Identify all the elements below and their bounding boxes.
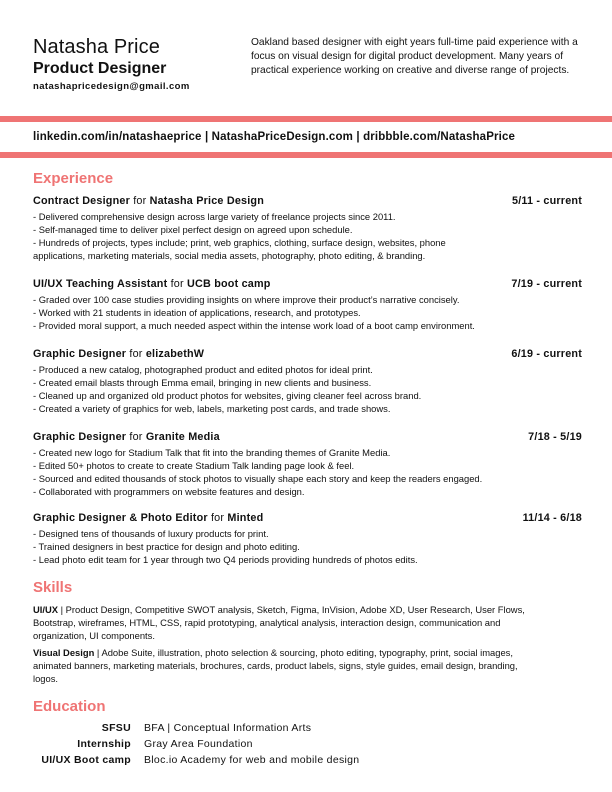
job-entry — [33, 511, 582, 567]
job-bullet: - Trained designers in best practice for design and photo editing. — [33, 540, 300, 552]
education-entry — [33, 737, 533, 751]
job-bullet: - Produced a new catalog, photographed product and edited photos for ideal print. — [33, 364, 373, 375]
job-bullet: - Created new logo for Stadium Talk that fit into the branding themes of Granite Media. — [33, 447, 391, 458]
education-label: SFSU — [101, 722, 131, 734]
job-for: for — [133, 195, 147, 207]
job-bullet: - Collaborated with programmers on website features and design. — [33, 485, 305, 497]
job-company: Minted — [227, 512, 264, 524]
candidate-title: Product Designer — [33, 60, 167, 77]
job-entry — [33, 194, 582, 263]
skill-list: | Product Design, Competitive SWOT analysis, Sketch, Figma, InVision, Adobe XD, User Research, User Flows, Bootstrap, wireframes, HTML, CSS, rapid prototyping, analytical analysis, interaction design, communication and organization, UI components. — [33, 604, 525, 641]
job-role: Graphic Designer & Photo Editor — [33, 512, 208, 524]
job-role: Contract Designer — [33, 195, 130, 207]
job-role: Graphic Designer — [33, 348, 127, 360]
job-bullet: - Created a variety of graphics for web, labels, marketing post cards, and trade shows. — [33, 402, 391, 414]
job-dates: 7/18 - 5/19 — [528, 431, 582, 443]
experience-heading: Experience — [33, 170, 114, 187]
job-header — [33, 430, 582, 444]
education-value: Bloc.io Academy for web and mobile design — [144, 754, 360, 766]
job-for: for — [170, 278, 184, 290]
education-entry — [33, 753, 533, 767]
profile-links[interactable]: linkedin.com/in/natashaeprice | NatashaPriceDesign.com | dribbble.com/NatashaPrice — [33, 131, 516, 143]
job-entry — [33, 347, 582, 416]
accent-divider-top — [0, 116, 612, 122]
job-entry — [33, 430, 582, 499]
job-bullet: - Hundreds of projects, types include; print, web graphics, clothing, surface design, websites, phone — [33, 236, 446, 248]
job-for: for — [129, 348, 143, 360]
job-dates: 11/14 - 6/18 — [522, 512, 582, 524]
skill-label: Visual Design — [33, 647, 95, 658]
job-bullets — [33, 294, 582, 333]
job-header — [33, 194, 582, 208]
job-company: elizabethW — [145, 348, 205, 360]
job-role: UI/UX Teaching Assistant — [33, 278, 168, 290]
job-bullet: - Cleaned up and organized old product photos for websites, giving cleaner feel across brand. — [33, 389, 422, 401]
job-bullet: - Edited 50+ photos to create to create Stadium Talk landing page look & feel. — [33, 459, 355, 471]
education-entry — [33, 721, 533, 735]
resume-header — [33, 36, 581, 116]
job-company: Natasha Price Design — [149, 195, 265, 207]
job-bullets — [33, 447, 582, 499]
job-dates: 5/11 - current — [511, 195, 582, 207]
education-label: UI/UX Boot camp — [41, 754, 131, 766]
job-bullet: - Provided moral support, a much needed aspect within the intense work load of a boot camp environment. — [33, 319, 475, 331]
job-bullet: - Worked with 21 students in ideation of applications, research, and prototypes. — [33, 306, 361, 318]
contact-email[interactable]: natashapricedesign@gmail.com — [33, 81, 190, 92]
job-bullet: - Delivered comprehensive design across large variety of freelance projects since 2011. — [33, 211, 396, 222]
job-bullet: - Lead photo edit team for 1 year through two Q4 periods providing hundreds of photos edits. — [33, 553, 418, 565]
job-header — [33, 277, 582, 291]
job-entry — [33, 277, 582, 333]
skill-list: | Adobe Suite, illustration, photo selection & sourcing, photo editing, typography, print, social images, animated banners, marketing materials, brochures, cards, product labels, signs, style guides, email design, branding, logos. — [33, 647, 518, 684]
job-company: Granite Media — [145, 431, 220, 443]
accent-divider-bottom — [0, 152, 612, 158]
skill-label: UI/UX — [33, 604, 59, 615]
job-for: for — [129, 431, 143, 443]
job-header — [33, 511, 582, 525]
job-bullet: - Self-managed time to deliver pixel perfect design on agreed upon schedule. — [33, 223, 353, 235]
job-dates: 7/19 - current — [511, 278, 582, 290]
job-bullets — [33, 364, 582, 416]
job-bullets — [33, 528, 582, 567]
job-for: for — [210, 512, 225, 524]
job-bullet: - Created email blasts through Emma email, bringing in new clients and business. — [33, 376, 372, 388]
job-company: UCB boot camp — [187, 278, 271, 290]
education-value: Gray Area Foundation — [144, 738, 253, 750]
profile-summary: Oakland based designer with eight years full-time paid experience with a focus on visual design for digital product development. Many years of practical experience working on creative and diverse range of projects. — [251, 37, 578, 76]
education-value: BFA | Conceptual Information Arts — [144, 722, 312, 734]
job-bullet: - Graded over 100 case studies providing insights on where improve their product’s narrative concisely. — [33, 294, 460, 305]
job-dates: 6/19 - current — [511, 348, 582, 360]
education-heading: Education — [33, 698, 106, 715]
education-label: Internship — [77, 738, 131, 750]
job-bullet: applications, marketing materials, social media assets, photography, photo editing, & branding. — [33, 249, 426, 261]
job-header — [33, 347, 582, 361]
candidate-name: Natasha Price — [33, 36, 160, 58]
job-role: Graphic Designer — [33, 431, 127, 443]
skill-group — [33, 647, 533, 686]
job-bullet: - Designed tens of thousands of luxury products for print. — [33, 528, 269, 539]
job-bullets — [33, 211, 582, 263]
skills-heading: Skills — [33, 579, 73, 596]
job-bullet: - Sourced and edited thousands of stock photos to visually shape each story and keep the readers engaged. — [33, 472, 483, 484]
skill-group — [33, 604, 533, 643]
